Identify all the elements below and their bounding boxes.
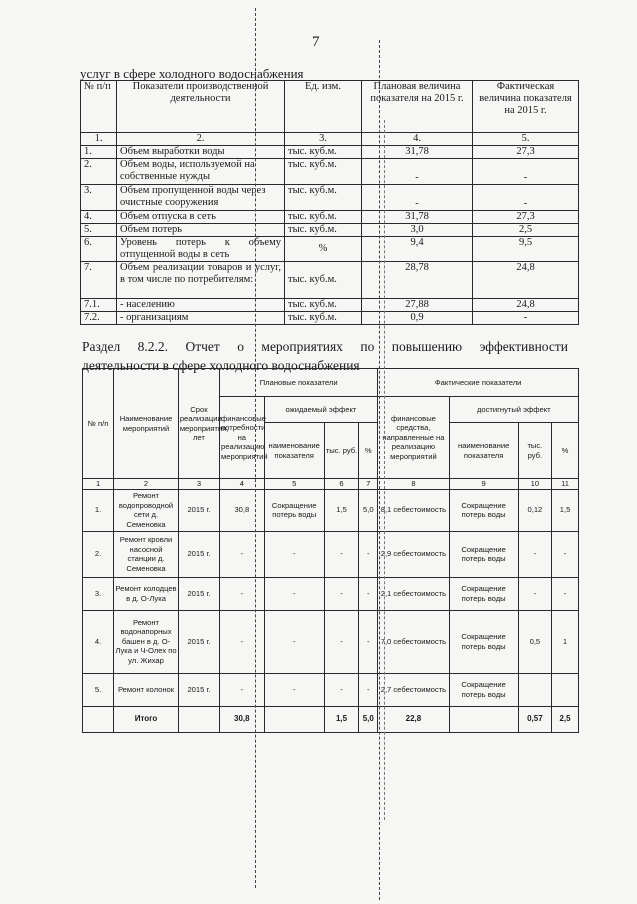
- row-indicator: Сокращение потерь воды: [264, 489, 324, 531]
- row-pct-fact: 1,5: [552, 489, 579, 531]
- row-fact: 24,8: [473, 299, 579, 312]
- row-fin-fact: 2,1 себестоимость: [378, 577, 449, 610]
- header-pct: %: [552, 423, 579, 479]
- header-num-cell: 2: [114, 479, 179, 490]
- row-pct: -: [359, 577, 378, 610]
- header-num-cell: 2.: [117, 133, 285, 146]
- table-header-row: [81, 81, 579, 133]
- row-num: 2.: [81, 159, 117, 185]
- row-name: Ремонт колонок: [114, 673, 179, 706]
- table-row: [83, 610, 579, 673]
- header-numbers-row: [83, 479, 579, 490]
- row-rub-fact: 0,5: [518, 610, 551, 673]
- row-plan: 31,78: [362, 211, 473, 224]
- row-name: Объем потерь: [117, 224, 285, 237]
- header-num-cell: 1: [83, 479, 114, 490]
- page-number: 7: [312, 34, 320, 50]
- row-fact: -: [473, 159, 579, 185]
- row-fact: -: [473, 312, 579, 325]
- table-row: [83, 673, 579, 706]
- row-pct: -: [359, 673, 378, 706]
- header-num: № п/п: [83, 369, 114, 479]
- row-num: 1.: [83, 489, 114, 531]
- header-num-cell: 7: [359, 479, 378, 490]
- row-rub-fact: [518, 673, 551, 706]
- total-term-cell: [178, 706, 219, 732]
- section-heading-2-line2: деятельности в сфере холодного водоснабжения: [82, 358, 360, 373]
- header-indicator-name: наименование показателя: [264, 423, 324, 479]
- row-term: 2015 г.: [178, 610, 219, 673]
- row-name: Объем выработки воды: [117, 146, 285, 159]
- row-name: Ремонт водопроводной сети д. Семеновка: [114, 489, 179, 531]
- row-indicator-fact: Сокращение потерь воды: [449, 489, 518, 531]
- section-heading: услуг в сфере холодного водоснабжения: [80, 66, 304, 81]
- row-pct: 5,0: [359, 489, 378, 531]
- row-term: 2015 г.: [178, 489, 219, 531]
- row-rub: -: [324, 577, 359, 610]
- total-indicator-fact-cell: [449, 706, 518, 732]
- row-name: - организациям: [117, 312, 285, 325]
- row-num: 3.: [83, 577, 114, 610]
- total-indicator-cell: [264, 706, 324, 732]
- row-plan: 27,88: [362, 299, 473, 312]
- row-num: 4.: [83, 610, 114, 673]
- header-num-cell: 11: [552, 479, 579, 490]
- row-num: 4.: [81, 211, 117, 224]
- row-unit: тыс. куб.м.: [285, 146, 362, 159]
- row-indicator: -: [264, 610, 324, 673]
- scan-artifact-line: [384, 120, 385, 820]
- table-row: [81, 159, 579, 185]
- row-pct-fact: -: [552, 577, 579, 610]
- header-num-cell: 5.: [473, 133, 579, 146]
- row-plan: 28,78: [362, 262, 473, 299]
- row-rub: -: [324, 531, 359, 577]
- table-row: [81, 312, 579, 325]
- production-indicators-table: [80, 80, 579, 325]
- row-indicator: -: [264, 673, 324, 706]
- row-name: Ремонт водонапорных башен в д. О-Лука и Ч-Олех по ул. Жихар: [114, 610, 179, 673]
- scan-artifact-line: [379, 40, 380, 900]
- header-expected-effect: ожидаемый эффект: [264, 397, 378, 423]
- row-num: 1.: [81, 146, 117, 159]
- table-row: [81, 224, 579, 237]
- header-indicator: Показатели производственной деятельности: [117, 81, 285, 133]
- row-name: Ремонт кровли насосной станции д. Семеновка: [114, 531, 179, 577]
- header-num-cell: 4: [220, 479, 265, 490]
- header-name: Наименование мероприятий: [114, 369, 179, 479]
- header-fin-plan: финансовые потребности на реализацию мероприятий: [220, 397, 265, 479]
- header-achieved-effect: достигнутый эффект: [449, 397, 578, 423]
- header-plan-group: Плановые показатели: [220, 369, 378, 397]
- row-term: 2015 г.: [178, 531, 219, 577]
- total-num-cell: [83, 706, 114, 732]
- header-rub: тыс. руб.: [518, 423, 551, 479]
- row-indicator-fact: Сокращение потерь воды: [449, 577, 518, 610]
- total-fin-fact: 22,8: [378, 706, 449, 732]
- table-row: [81, 262, 579, 299]
- scan-artifact-line: [255, 8, 256, 888]
- total-pct-fact: 2,5: [552, 706, 579, 732]
- row-unit: тыс. куб.м.: [285, 299, 362, 312]
- row-fact: 2,5: [473, 224, 579, 237]
- table-row: [81, 299, 579, 312]
- header-num-cell: 10: [518, 479, 551, 490]
- row-plan: 0,9: [362, 312, 473, 325]
- row-fact: 27,3: [473, 211, 579, 224]
- row-fact: 9,5: [473, 237, 579, 262]
- row-name: Объем воды, используемой на собственные нужды: [117, 159, 285, 185]
- header-term: Срок реализации мероприятия, лет: [178, 369, 219, 479]
- row-num: 5.: [83, 673, 114, 706]
- row-fin-plan: -: [220, 531, 265, 577]
- row-name: Объем отпуска в сеть: [117, 211, 285, 224]
- header-num-cell: 8: [378, 479, 449, 490]
- row-name: Ремонт колодцев в д. О-Лука: [114, 577, 179, 610]
- row-rub-fact: 0,12: [518, 489, 551, 531]
- row-fact: -: [473, 185, 579, 211]
- row-rub-fact: -: [518, 577, 551, 610]
- section-heading-2-line1: Раздел 8.2.2. Отчет о мероприятиях по повышению эффективности: [82, 339, 568, 354]
- total-rub: 1,5: [324, 706, 359, 732]
- row-num: 7.2.: [81, 312, 117, 325]
- header-num: № п/п: [81, 81, 117, 133]
- table-row: [83, 531, 579, 577]
- header-plan: Плановая величина показателя на 2015 г.: [362, 81, 473, 133]
- row-num: 7.: [81, 262, 117, 299]
- row-num: 5.: [81, 224, 117, 237]
- row-indicator-fact: Сокращение потерь воды: [449, 673, 518, 706]
- header-num-cell: 3: [178, 479, 219, 490]
- row-plan: 3,0: [362, 224, 473, 237]
- row-pct-fact: [552, 673, 579, 706]
- row-fin-plan: -: [220, 673, 265, 706]
- header-num-cell: 4.: [362, 133, 473, 146]
- efficiency-measures-table: [82, 368, 579, 733]
- header-num-cell: 9: [449, 479, 518, 490]
- row-pct-fact: 1: [552, 610, 579, 673]
- row-plan: -: [362, 185, 473, 211]
- row-term: 2015 г.: [178, 577, 219, 610]
- header-unit: Ед. изм.: [285, 81, 362, 133]
- row-plan: -: [362, 159, 473, 185]
- row-rub: -: [324, 673, 359, 706]
- row-unit: тыс. куб.м.: [285, 185, 362, 211]
- row-name: - населению: [117, 299, 285, 312]
- row-unit: тыс. куб.м.: [285, 262, 362, 299]
- row-pct-fact: -: [552, 531, 579, 577]
- table-row: [81, 211, 579, 224]
- row-name: Объем пропущенной воды через очистные сооружения: [117, 185, 285, 211]
- header-rub: тыс. руб.: [324, 423, 359, 479]
- row-fin-plan: 30,8: [220, 489, 265, 531]
- total-label: Итого: [114, 706, 179, 732]
- table-row: [81, 146, 579, 159]
- row-num: 2.: [83, 531, 114, 577]
- table-header-row: [83, 369, 579, 397]
- row-fact: 24,8: [473, 262, 579, 299]
- table-row: [83, 489, 579, 531]
- total-pct: 5,0: [359, 706, 378, 732]
- header-pct: %: [359, 423, 378, 479]
- row-indicator-fact: Сокращение потерь воды: [449, 610, 518, 673]
- row-fact: 27,3: [473, 146, 579, 159]
- row-unit: тыс. куб.м.: [285, 211, 362, 224]
- header-num-cell: 6: [324, 479, 359, 490]
- row-pct: -: [359, 531, 378, 577]
- header-num-cell: 3.: [285, 133, 362, 146]
- row-unit: тыс. куб.м.: [285, 159, 362, 185]
- row-name: Объем реализации товаров и услуг, в том числе по потребителям:: [117, 262, 285, 299]
- row-rub: 1,5: [324, 489, 359, 531]
- row-num: 6.: [81, 237, 117, 262]
- row-fin-fact: 8,1 себестоимость: [378, 489, 449, 531]
- row-indicator-fact: Сокращение потерь воды: [449, 531, 518, 577]
- row-fin-fact: 7,0 себестоимость: [378, 610, 449, 673]
- header-fact: Фактическая величина показателя на 2015 г.: [473, 81, 579, 133]
- row-rub: -: [324, 610, 359, 673]
- row-plan: 31,78: [362, 146, 473, 159]
- table-row: [83, 577, 579, 610]
- row-pct: -: [359, 610, 378, 673]
- row-unit: %: [285, 237, 362, 262]
- row-unit: тыс. куб.м.: [285, 312, 362, 325]
- row-fin-plan: -: [220, 610, 265, 673]
- row-indicator: -: [264, 531, 324, 577]
- total-fin-plan: 30,8: [220, 706, 265, 732]
- header-fin-fact: финансовые средства, направленные на реализацию мероприятий: [378, 397, 449, 479]
- row-fin-fact: 2,9 себестоимость: [378, 531, 449, 577]
- header-fact-group: Фактические показатели: [378, 369, 579, 397]
- row-unit: тыс. куб.м.: [285, 224, 362, 237]
- table-row: [81, 185, 579, 211]
- row-num: 7.1.: [81, 299, 117, 312]
- header-num-cell: 1.: [81, 133, 117, 146]
- row-term: 2015 г.: [178, 673, 219, 706]
- table-row: [81, 237, 579, 262]
- row-plan: 9,4: [362, 237, 473, 262]
- row-fin-fact: 2,7 себестоимость: [378, 673, 449, 706]
- row-name: Уровень потерь к объему отпущенной воды в сеть: [117, 237, 285, 262]
- header-num-cell: 5: [264, 479, 324, 490]
- header-numbers-row: [81, 133, 579, 146]
- row-fin-plan: -: [220, 577, 265, 610]
- total-rub-fact: 0,57: [518, 706, 551, 732]
- total-row: [83, 706, 579, 732]
- header-indicator-name: наименование показателя: [449, 423, 518, 479]
- row-rub-fact: -: [518, 531, 551, 577]
- row-indicator: -: [264, 577, 324, 610]
- row-num: 3.: [81, 185, 117, 211]
